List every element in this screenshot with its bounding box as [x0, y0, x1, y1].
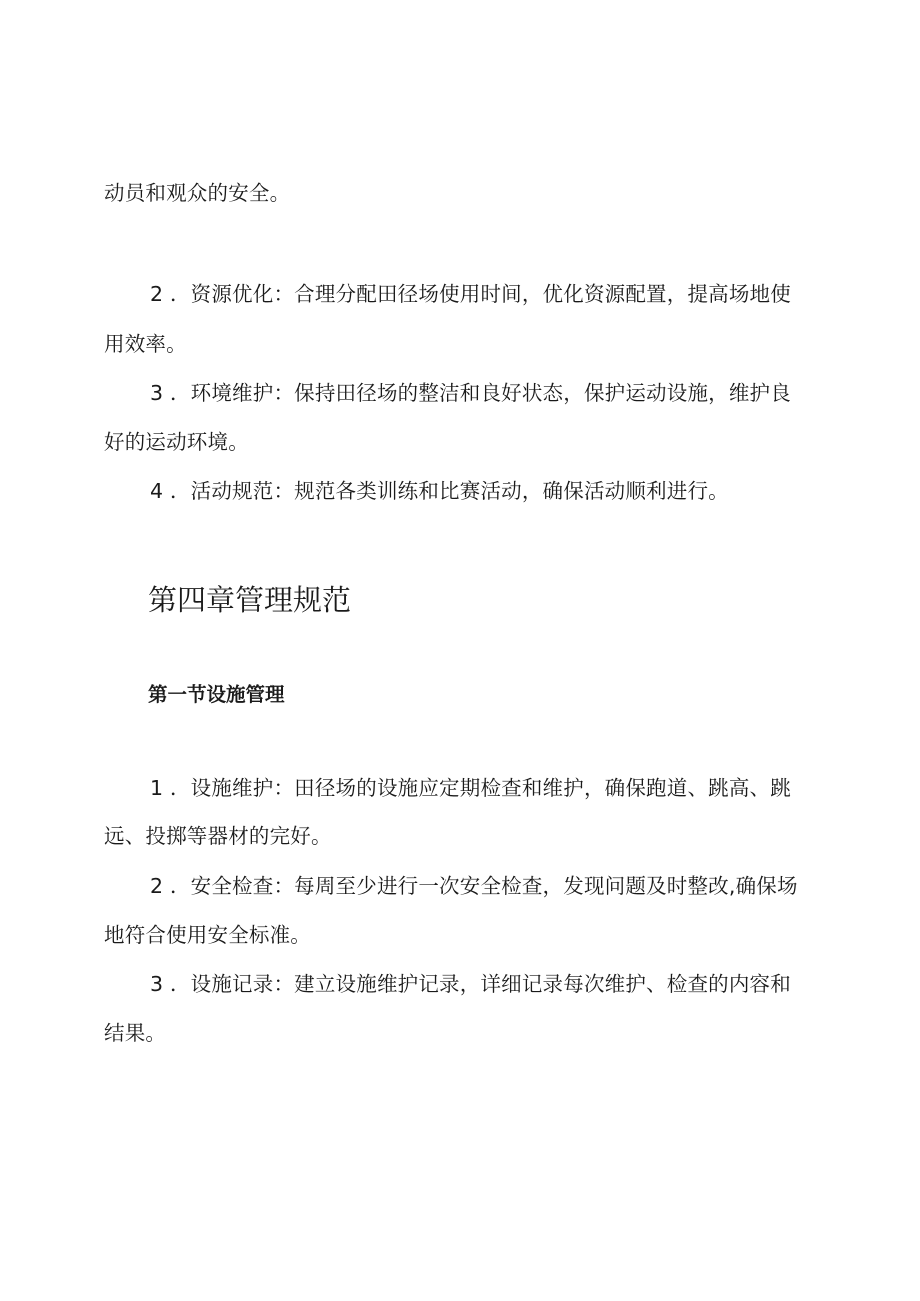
- intro-text-line: 动员和观众的安全。: [104, 181, 291, 205]
- rule-item-1-line-1: 1 ．设施维护：田径场的设施应定期检查和维护，确保跑道、跳高、跳: [150, 776, 791, 800]
- rule-item-2-line-2: 地符合使用安全标准。: [104, 923, 311, 947]
- section-title: 第一节设施管理: [148, 683, 285, 706]
- chapter-title: 第四章管理规范: [148, 583, 352, 617]
- rule-item-2-line-1: 2 ．安全检查：每周至少进行一次安全检查，发现问题及时整改,确保场: [150, 874, 798, 898]
- goal-item-2-line-1: 2 ．资源优化：合理分配田径场使用时间，优化资源配置，提高场地使: [150, 282, 791, 306]
- rule-item-1-line-2: 远、投掷等器材的完好。: [104, 824, 332, 848]
- goal-item-3-line-1: 3 ．环境维护：保持田径场的整洁和良好状态，保护运动设施，维护良: [150, 381, 791, 405]
- rule-item-3-line-2: 结果。: [104, 1021, 167, 1045]
- goal-item-2-line-2: 用效率。: [104, 332, 187, 356]
- goal-item-3-line-2: 好的运动环境。: [104, 430, 249, 454]
- goal-item-4-line-1: 4 ．活动规范：规范各类训练和比赛活动，确保活动顺利进行。: [150, 479, 729, 503]
- rule-item-3-line-1: 3 ．设施记录：建立设施维护记录，详细记录每次维护、检查的内容和: [150, 972, 791, 996]
